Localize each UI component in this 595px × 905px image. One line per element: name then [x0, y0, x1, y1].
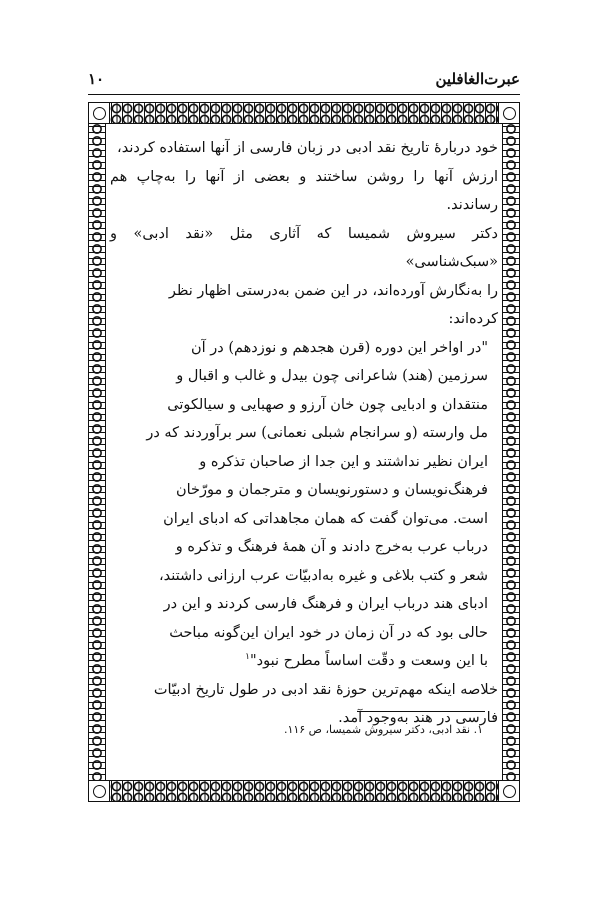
- corner-ornament-icon: [498, 780, 520, 802]
- book-title: عبرت‌الغافلین: [435, 70, 520, 88]
- footnote-text: نقد ادبی، دکتر سیروش شمیسا، ص ۱۱۶.: [283, 723, 471, 736]
- text-line: خلاصه اینکه مهم‌ترین حوزهٔ نقد ادبی در طول تاریخ ادبیّات: [153, 681, 498, 698]
- paragraph-intro: [110, 134, 498, 220]
- page-body: [110, 134, 498, 733]
- corner-ornament-icon: [88, 780, 110, 802]
- text-line: خود دربارهٔ تاریخ نقد ادبی در زبان فارسی از آنها استفاده کردند،: [117, 140, 498, 156]
- quote-line: شعر و کتب بلاغی و غیره به‌ادبیّات عرب ارزانی داشتند،: [159, 567, 488, 584]
- border-left-band: [88, 122, 106, 782]
- quote-line: منتقدان و ادبایی چون خان آرزو و صهبایی و سیالکوتی: [167, 396, 488, 413]
- border-bottom-band: [88, 780, 520, 802]
- quote-line: ایران نظیر نداشتند و این جدا از صاحبان تذکره و: [199, 453, 488, 470]
- running-head: [88, 70, 520, 94]
- border-top-band: [88, 102, 520, 124]
- page-number: ۱۰: [88, 70, 105, 88]
- footnote-marker: ۱: [245, 652, 250, 663]
- text-line: ارزش آنها را روشن ساختند و بعضی از آنها را به‌چاپ هم رساندند.: [110, 168, 498, 213]
- quote-line: حالی بود که در آن زمان در خود ایران این‌گونه مباحث: [169, 624, 488, 641]
- footnote-number: ۱.: [473, 723, 483, 736]
- corner-ornament-icon: [498, 102, 520, 124]
- quote-line: "در اواخر این دوره (قرن هجدهم و نوزدهم) در آن: [190, 339, 488, 356]
- quote-line: مل وارسته (و سرانجام شبلی نعمانی) سر برآوردند که در: [146, 425, 488, 441]
- quote-line: فرهنگ‌نویسان و دستورنویسان و مترجمان و مورّخان: [175, 482, 488, 498]
- quote-line: با این وسعت و دقّت اساساً مطرح نبود": [249, 653, 488, 669]
- quote-line: درباب عرب به‌خرج دادند و آن همهٔ فرهنگ و تذکره و: [175, 539, 488, 555]
- footnote: [97, 722, 483, 738]
- header-rule: [88, 94, 520, 95]
- corner-ornament-icon: [88, 102, 110, 124]
- quote-line: سرزمین (هند) شاعرانی چون بیدل و غالب و اقبال و: [176, 368, 488, 384]
- footnote-rule: [357, 711, 485, 712]
- text-line: فارسی در هند به‌وجود آمد.: [338, 710, 498, 726]
- quote-line: است. می‌توان گفت که همان مجاهداتی که ادبای ایران: [163, 510, 488, 527]
- text-line: را به‌نگارش آورده‌اند، در این ضمن به‌درستی اظهار نظر: [168, 282, 498, 299]
- text-line: دکتر سیروش شمیسا که آثاری مثل «نقد ادبی» و «سبک‌شناسی»: [110, 225, 498, 270]
- border-right-band: [502, 122, 520, 782]
- text-line: کرده‌اند:: [448, 311, 498, 327]
- quote-line: ادبای هند درباب ایران و فرهنگ فارسی کردند و این در: [163, 596, 488, 612]
- paragraph-shamisa: [110, 220, 498, 334]
- block-quote: [110, 334, 498, 676]
